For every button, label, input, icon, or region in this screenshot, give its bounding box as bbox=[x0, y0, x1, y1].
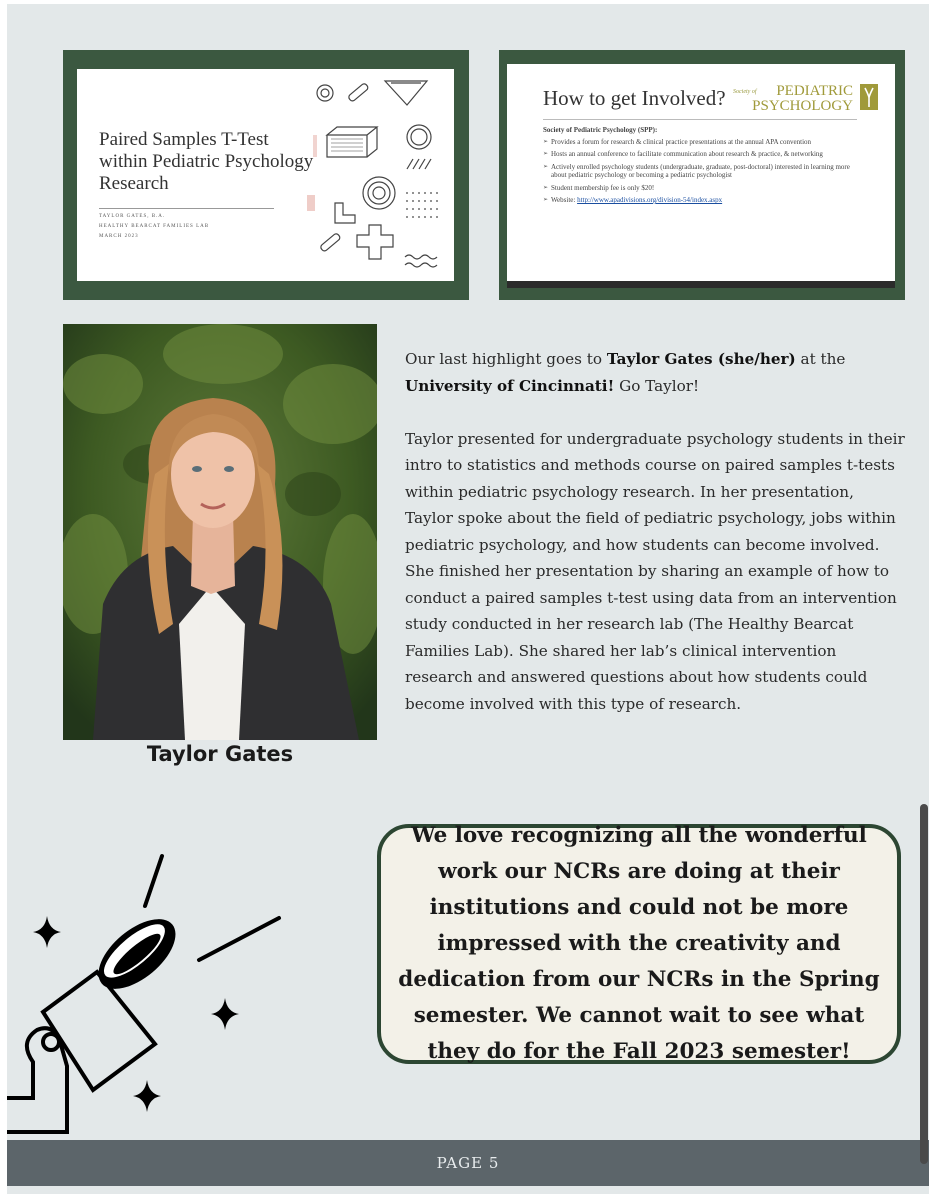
slide1-lab: HEALTHY BEARCAT FAMILIES LAB bbox=[99, 224, 210, 229]
slide2-footer-bar bbox=[507, 281, 895, 288]
spp-logo-line2: PSYCHOLOGY bbox=[752, 98, 853, 114]
slide2-website-bullet bbox=[543, 196, 863, 205]
highlight-name: Taylor Gates (she/her) bbox=[606, 350, 796, 368]
slide2-bullet: ➢ Student membership fee is only $20! bbox=[543, 184, 863, 193]
recognition-callout bbox=[377, 824, 901, 1064]
spotlight-icon bbox=[7, 844, 307, 1144]
slide2-heading: Society of Pediatric Psychology (SPP): bbox=[543, 126, 658, 134]
website-label: Website: bbox=[551, 196, 576, 204]
slide2-divider bbox=[543, 119, 857, 120]
spp-logo-icon bbox=[860, 84, 878, 110]
highlight-school: University of Cincinnati! bbox=[405, 376, 615, 395]
geometric-shapes-illustration bbox=[307, 75, 447, 275]
slide1-divider bbox=[99, 208, 274, 209]
slide2-bullet: ➢ Hosts an annual conference to facilitate communication about research & practice, & networking bbox=[543, 150, 863, 159]
photo-caption: Taylor Gates bbox=[146, 742, 294, 766]
slide2-title: How to get Involved? bbox=[543, 86, 726, 110]
article-body: Taylor presented for undergraduate psychology students in their intro to statistics and methods course on paired samples t-tests within pediatric psychology research. In her presentation, Taylor spoke about the field of pediatric psychology, jobs within pediatric psychology, and how students can become involved. She finished her presentation by sharing an example of how to conduct a paired samples t-test using data from an intervention study conducted in her research lab (The Healthy Bearcat Families Lab). She shared her lab’s clinical intervention research and answered questions about how students could become involved with this type of research. bbox=[405, 429, 905, 713]
slide1-date: MARCH 2023 bbox=[99, 234, 139, 239]
page-number: PAGE 5 bbox=[436, 1154, 500, 1172]
intro-text: at the bbox=[795, 350, 846, 368]
page-footer bbox=[7, 1140, 929, 1186]
slide-thumbnail-how-to-get-involved bbox=[499, 50, 905, 300]
callout-text: We love recognizing all the wonderful work our NCRs are doing at their institutions and could not be more impressed with the creativity and dedication from our NCRs in the Spring semester. We cannot wait to see what they do for the Fall 2023 semester! bbox=[398, 823, 880, 1064]
vertical-scrollbar[interactable] bbox=[920, 804, 928, 1164]
portrait-illustration bbox=[63, 324, 377, 740]
slide-thumbnail-paired-t-test bbox=[63, 50, 469, 300]
slide2-bullet: ➢ Provides a forum for research & clinical practice presentations at the annual APA convention bbox=[543, 138, 863, 147]
article-intro bbox=[405, 346, 905, 399]
newsletter-page bbox=[7, 4, 929, 1194]
slide2-bullet: ➢ Actively enrolled psychology students (undergraduate, graduate, post-doctoral) interested in learning more about pediatric psychology or becoming a pediatric psychologist bbox=[543, 163, 863, 180]
spp-logo-text bbox=[733, 84, 853, 114]
website-link[interactable]: http://www.apadivisions.org/division-54/index.aspx bbox=[577, 196, 723, 204]
highlight-article bbox=[405, 346, 905, 744]
spp-logo-line1: PEDIATRIC bbox=[776, 83, 853, 99]
spp-logo-small-text: Society of bbox=[733, 89, 757, 95]
slide1-author: TAYLOR GATES, B.A. bbox=[99, 214, 166, 219]
slide2-bullets bbox=[543, 126, 863, 209]
portrait-photo bbox=[63, 324, 377, 740]
intro-text: Go Taylor! bbox=[614, 376, 700, 395]
intro-text: Our last highlight goes to bbox=[405, 350, 607, 368]
slide1-title: Paired Samples T-Test within Pediatric Psychology Research bbox=[99, 129, 314, 194]
